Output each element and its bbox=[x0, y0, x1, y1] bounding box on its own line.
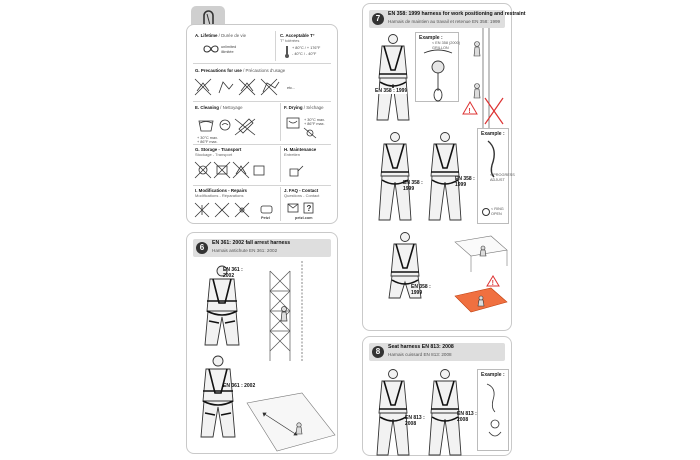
panel6-subtitle: Harnais antichute EN 361: 2002 bbox=[212, 248, 278, 253]
roof-restraint-illustration bbox=[453, 236, 509, 316]
panel7-subtitle: Harnais de maintien au travail et retenue EN 358: 1999 bbox=[388, 19, 501, 24]
panel6-title: EN 361: 2002 fall arrest harness bbox=[212, 240, 291, 246]
petzl-label: Petzl bbox=[261, 216, 270, 220]
cleaning-section: E. Cleaning / Nettoyage bbox=[195, 105, 243, 110]
panel7-number: 7 bbox=[372, 13, 384, 25]
tower-structure-illustration bbox=[262, 261, 322, 363]
drying-icon bbox=[286, 117, 302, 131]
panel8-subtitle: Harnais cuissard EN 813: 2008 bbox=[388, 352, 452, 357]
storage-section: G. Storage - Transport Stockage - Transport bbox=[195, 147, 242, 157]
panel-en813 bbox=[362, 336, 512, 456]
panel6-number: 6 bbox=[196, 242, 208, 254]
panel-en361 bbox=[186, 232, 338, 454]
faq-section: J. FAQ - Contact Questions - Contact bbox=[284, 188, 320, 198]
example2-title: Example : bbox=[481, 131, 505, 137]
precautions-icons bbox=[195, 79, 285, 97]
storage-icons bbox=[195, 161, 267, 179]
example-note-ring: < RING OPEN bbox=[491, 207, 504, 216]
en813-label-right: EN 813 : 2008 bbox=[457, 411, 477, 423]
panel7-title: EN 358: 1999 harness for work positioning and restraint bbox=[388, 11, 526, 17]
harness-figure-bottom bbox=[383, 232, 427, 322]
seat-example-icons bbox=[481, 380, 507, 448]
mail-question-icon bbox=[288, 203, 318, 215]
faq-link[interactable]: petzl.com bbox=[295, 216, 313, 220]
pole-climbing-illustration bbox=[463, 28, 509, 132]
lanyard-device-icon bbox=[418, 47, 458, 103]
en358-label-main: EN 358 : 1999 bbox=[375, 88, 408, 94]
panel8-example-title: Example : bbox=[481, 372, 505, 378]
example-note-progress: < PROGRESS ADJUST bbox=[490, 173, 515, 182]
modification-icons bbox=[195, 203, 255, 219]
en813-label-left: EN 813 : 2008 bbox=[405, 415, 425, 427]
temperature-section: C. Acceptable T° T° tolérées bbox=[280, 33, 315, 43]
example-note-grillon: < EN 358 (2000) GRILLON bbox=[432, 41, 460, 50]
fall-arrest-harness-figure-2 bbox=[193, 355, 243, 439]
example-box-progress bbox=[477, 128, 515, 224]
seat-harness-figure-left bbox=[371, 369, 415, 457]
panel6-header bbox=[193, 239, 331, 257]
panel7-header bbox=[369, 10, 526, 28]
maintenance-section: H. Maintenance Entretien bbox=[284, 147, 317, 157]
panel8-number: 8 bbox=[372, 346, 384, 358]
precautions-etc: etc... bbox=[287, 86, 296, 90]
en361-label-top: EN 361 : 2002 bbox=[223, 267, 243, 279]
example-box-seat bbox=[477, 369, 509, 451]
drying-temp-2: + 86°F max. bbox=[304, 122, 325, 126]
cleaning-temp-2: + 86°F max. bbox=[197, 140, 218, 144]
svg-text:?: ? bbox=[306, 204, 312, 213]
panel8-title: Seat harness EN 813: 2008 bbox=[388, 344, 454, 350]
svg-text:!: ! bbox=[468, 108, 471, 115]
temp-max: + 80°C / + 176°F bbox=[292, 46, 321, 50]
drying-temp-1: + 30°C max. bbox=[304, 118, 326, 122]
panel8-header bbox=[369, 343, 505, 361]
en358-label-mid-left: EN 358 : 1999 bbox=[403, 180, 423, 192]
lifetime-note-1: unlimited bbox=[221, 45, 237, 49]
ring-icon bbox=[481, 207, 491, 217]
panel-en358 bbox=[362, 3, 526, 331]
thermometer-icon bbox=[284, 46, 290, 58]
en358-label-bottom: EN 358 : 1999 bbox=[411, 284, 431, 296]
en361-label-bottom: EN 361 : 2002 bbox=[223, 383, 256, 389]
petzl-gear-icon bbox=[259, 205, 275, 215]
en358-label-mid-right: EN 358 : 1999 bbox=[455, 176, 475, 188]
oil-can-icon bbox=[288, 163, 304, 177]
lifetime-note-2: illimitée bbox=[221, 50, 234, 54]
example-box-grillon bbox=[415, 32, 459, 102]
care-instructions-panel bbox=[186, 24, 338, 224]
sun-cross-icon bbox=[304, 128, 316, 138]
precautions-section: G. Precautions for use / Précautions d'usage bbox=[195, 68, 286, 73]
modifications-section: I. Modifications - Repairs Modifications - Réparations bbox=[195, 188, 247, 198]
svg-text:!: ! bbox=[491, 280, 494, 287]
harness-figure-mid-left bbox=[373, 132, 417, 222]
work-positioning-harness-figure bbox=[371, 34, 415, 122]
drying-section: F. Drying / Séchage bbox=[284, 105, 324, 110]
example-title: Example : bbox=[419, 35, 443, 41]
lifetime-section: A. Lifetime / Durée de vie bbox=[195, 33, 247, 38]
cleaning-temp-1: + 30°C max. bbox=[197, 136, 219, 140]
infinity-icon bbox=[203, 45, 219, 53]
temp-min: - 40°C / - 40°F bbox=[292, 52, 317, 56]
fall-clearance-illustration bbox=[247, 393, 335, 453]
washing-icons bbox=[197, 115, 277, 137]
